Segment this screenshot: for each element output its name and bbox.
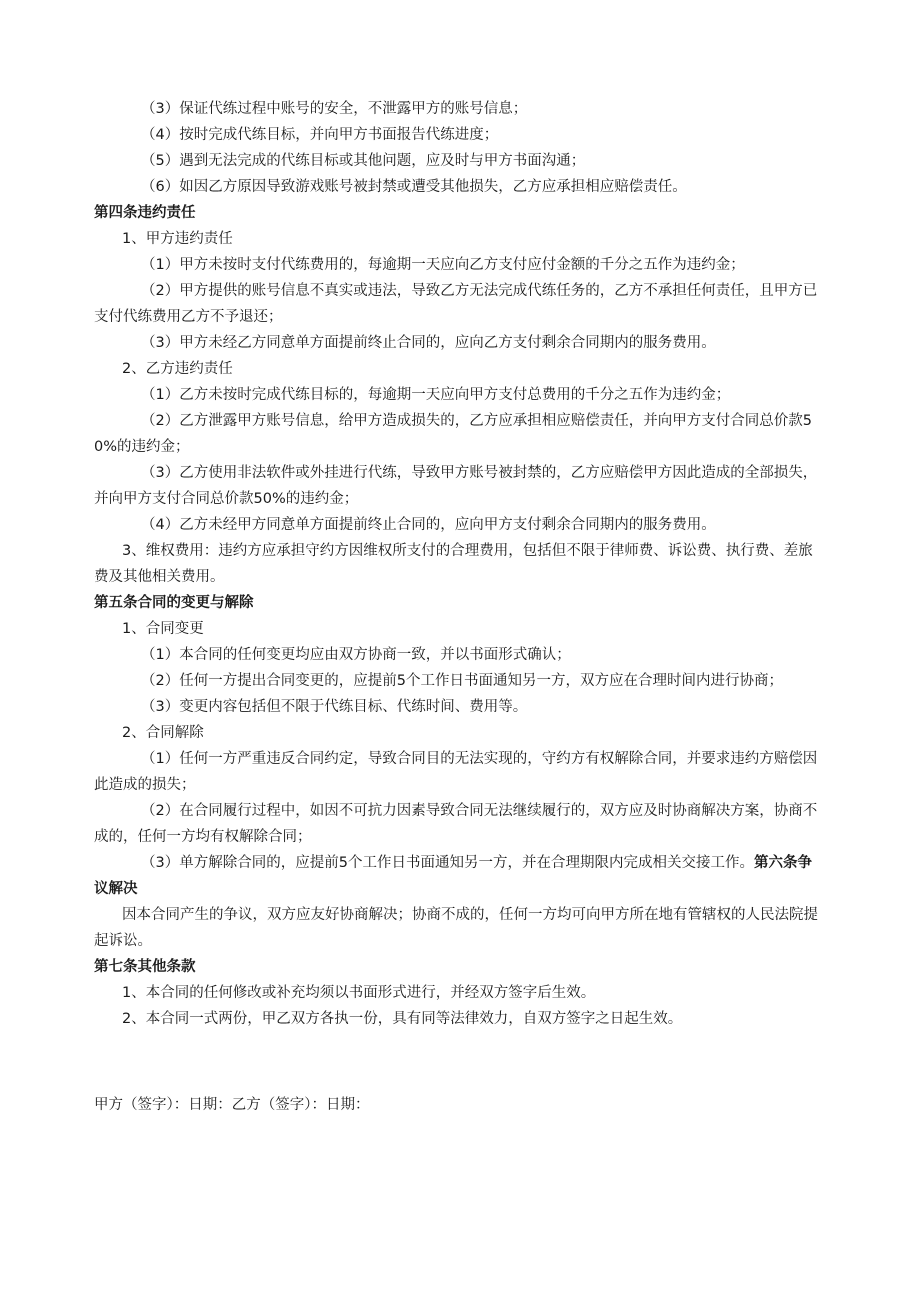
obligation-b-3: （3）保证代练过程中账号的安全，不泄露甲方的账号信息； <box>141 101 528 117</box>
signature-line: 甲方（签字）：日期：乙方（签字）：日期： <box>94 1097 370 1113</box>
article-5-change-title: 1、合同变更 <box>122 621 204 637</box>
article-7-item-1: 1、本合同的任何修改或补充均须以书面形式进行，并经双方签字后生效。 <box>122 985 596 1001</box>
article-6-title: 第六条争议解决 <box>94 855 812 897</box>
article-5-termination-item-1: （1）任何一方严重违反合同约定，导致合同目的无法实现的，守约方有权解除合同，并要求违约方赔偿因此造成的损失； <box>94 751 818 793</box>
article-4-party-b-title: 2、乙方违约责任 <box>122 361 233 377</box>
contract-page <box>94 96 824 1118</box>
article-4-b-item-2: （2）乙方泄露甲方账号信息，给甲方造成损失的，乙方应承担相应赔偿责任，并向甲方支付合同总价款50%的违约金； <box>94 413 812 455</box>
article-4-b-item-1: （1）乙方未按时完成代练目标的，每逾期一天应向甲方支付总费用的千分之五作为违约金； <box>141 387 731 403</box>
obligation-b-4: （4）按时完成代练目标，并向甲方书面报告代练进度； <box>141 127 499 143</box>
article-4-party-a-title: 1、甲方违约责任 <box>122 231 233 247</box>
article-5-change-item-2: （2）任何一方提出合同变更的，应提前5个工作日书面通知另一方，双方应在合理时间内进行协商； <box>141 673 783 689</box>
article-6-body: 因本合同产生的争议，双方应友好协商解决；协商不成的，任何一方均可向甲方所在地有管辖权的人民法院提起诉讼。 <box>94 907 818 949</box>
article-5-termination-item-2: （2）在合同履行过程中，如因不可抗力因素导致合同无法继续履行的，双方应及时协商解决方案，协商不成的，任何一方均有权解除合同； <box>94 803 818 845</box>
article-4-a-item-1: （1）甲方未按时支付代练费用的，每逾期一天应向乙方支付应付金额的千分之五作为违约金； <box>141 257 745 273</box>
article-4-b-item-4: （4）乙方未经甲方同意单方面提前终止合同的，应向甲方支付剩余合同期内的服务费用。 <box>141 517 716 533</box>
article-4-a-item-2: （2）甲方提供的账号信息不真实或违法，导致乙方无法完成代练任务的，乙方不承担任何责任，且甲方已支付代练费用乙方不予退还； <box>94 283 818 325</box>
article-4-title: 第四条违约责任 <box>94 205 196 221</box>
obligation-b-5: （5）遇到无法完成的代练目标或其他问题，应及时与甲方书面沟通； <box>141 153 586 169</box>
article-4-a-item-3: （3）甲方未经乙方同意单方面提前终止合同的，应向乙方支付剩余合同期内的服务费用。 <box>141 335 716 351</box>
obligation-b-6: （6）如因乙方原因导致游戏账号被封禁或遭受其他损失，乙方应承担相应赔偿责任。 <box>141 179 687 195</box>
article-7-item-2: 2、本合同一式两份，甲乙双方各执一份，具有同等法律效力，自双方签字之日起生效。 <box>122 1011 683 1027</box>
article-5-termination-item-3 <box>94 850 824 902</box>
article-5-change-item-1: （1）本合同的任何变更均应由双方协商一致，并以书面形式确认； <box>141 647 571 663</box>
article-4-enforcement-costs: 3、维权费用：违约方应承担守约方因维权所支付的合理费用，包括但不限于律师费、诉讼费、执行费、差旅费及其他相关费用。 <box>94 543 813 585</box>
article-5-termination-item-3-text: （3）单方解除合同的，应提前5个工作日书面通知另一方，并在合理期限内完成相关交接工作。 <box>141 855 754 871</box>
article-5-change-item-3: （3）变更内容包括但不限于代练目标、代练时间、费用等。 <box>141 699 528 715</box>
article-5-termination-title: 2、合同解除 <box>122 725 204 741</box>
article-7-title: 第七条其他条款 <box>94 959 196 975</box>
article-5-title: 第五条合同的变更与解除 <box>94 595 254 611</box>
signature-spacer <box>94 1032 824 1092</box>
article-4-b-item-3: （3）乙方使用非法软件或外挂进行代练，导致甲方账号被封禁的，乙方应赔偿甲方因此造成的全部损失，并向甲方支付合同总价款50%的违约金； <box>94 465 818 507</box>
